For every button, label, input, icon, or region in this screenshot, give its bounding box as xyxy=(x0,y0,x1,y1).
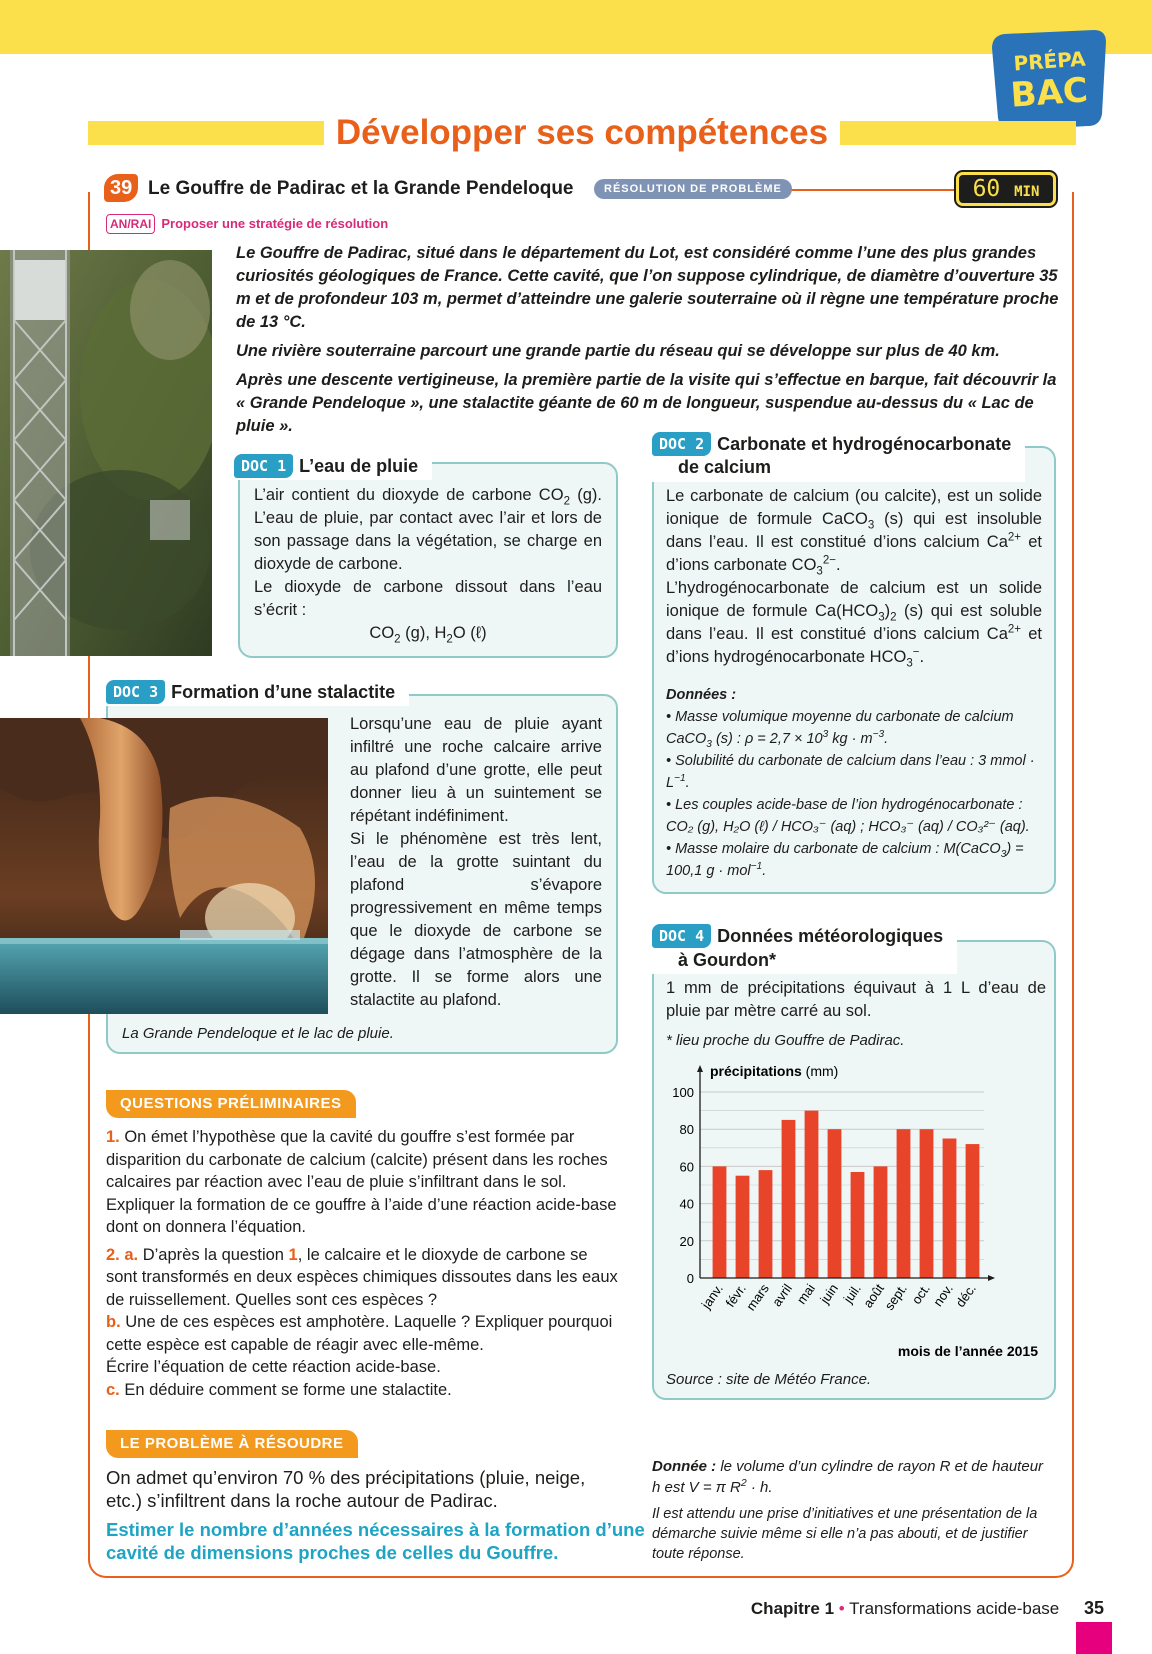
chart-bar xyxy=(851,1172,865,1278)
doc1-text xyxy=(254,484,602,645)
chart-x-axis-label: mois de l’année 2015 xyxy=(897,1343,1038,1359)
corner-mark xyxy=(1076,1622,1112,1654)
problem-statement: On admet qu’environ 70 % des précipitations (pluie, neige, etc.) s’infiltrent dans la roche autour de Padirac. xyxy=(106,1467,586,1511)
doc1-tag: DOC 1 xyxy=(234,454,293,478)
doc3-title: Formation d’une stalactite xyxy=(171,682,396,702)
timer-unit: MIN xyxy=(1014,184,1040,200)
doc3-text xyxy=(350,713,602,1012)
chart-bar xyxy=(713,1166,727,1278)
chart-x-tick-label: févr. xyxy=(722,1281,749,1310)
doc2-data-title: Données : xyxy=(666,687,737,703)
skill-row xyxy=(106,214,388,234)
problem-data: Donnée : le volume d’un cylindre de rayon R et de hauteur h est V = π $R^2 \cdot h$. xyxy=(652,1458,1044,1496)
intro-paragraph-2: Une rivière souterraine parcourt une grande partie du réseau qui se développe sur plus de 40 km. xyxy=(236,342,1000,360)
doc4-text xyxy=(666,977,1046,1023)
doc2-data-1: • Masse volumique moyenne du carbonate de calcium CaCO$_3$ (s) : $\rho = 2,7 \times 10^3$ kg · $m^{-3}$. xyxy=(666,709,1014,750)
doc3-header xyxy=(106,680,409,706)
doc4-tag: DOC 4 xyxy=(652,924,711,948)
doc1-header xyxy=(234,454,432,480)
doc4-title-line-2: à Gourdon* xyxy=(678,950,776,970)
chart-x-tick-label: oct. xyxy=(908,1281,933,1307)
problem-advice: Il est attendu une prise d’initiatives et une présentation de la démarche suivie même si elle n’a pas abouti, et de justifier toute réponse. xyxy=(652,1506,1038,1562)
chart-bar xyxy=(759,1170,773,1278)
doc2-tag: DOC 2 xyxy=(652,432,711,456)
timer-value: 60 xyxy=(972,176,1001,202)
chart-y-axis-label: précipitations (mm) xyxy=(710,1063,839,1079)
intro-text xyxy=(236,242,1066,444)
chart-x-tick-label: mai xyxy=(793,1281,818,1307)
chart-y-tick-label: 40 xyxy=(679,1196,694,1212)
doc4-paragraph-1: 1 mm de précipitations équivaut à 1 L d’eau de pluie par mètre carré au sol. xyxy=(666,979,1046,1020)
doc2-title: Carbonate et hydrogénocarbonate xyxy=(717,434,1012,454)
chart-bar xyxy=(782,1120,796,1278)
chart-bar xyxy=(736,1176,750,1278)
chart-x-tick-label: déc. xyxy=(952,1281,979,1310)
badge-top-text: PRÉPA xyxy=(1012,46,1087,76)
footer-chapter-title: Transformations acide-base xyxy=(849,1599,1060,1618)
chart-y-ticks xyxy=(672,1085,694,1286)
chart-x-tick-label: sept. xyxy=(881,1281,910,1313)
doc2-paragraph-1: Le carbonate de calcium (ou calcite), est un solide ionique de formule CaCO$_3$ (s) qui est insoluble dans l’eau. Il est constitué d’ions calcium $Ca^{2+}$ et d’ions carbonate $CO_3^{2-}$. xyxy=(666,487,1042,578)
chart-bar xyxy=(828,1129,842,1278)
doc3-tag: DOC 3 xyxy=(106,680,165,704)
page-title-row xyxy=(88,112,1076,154)
doc4-source: Source : site de Météo France. xyxy=(666,1371,872,1388)
page-title: Développer ses compétences xyxy=(335,113,829,152)
precipitation-chart xyxy=(664,1062,1048,1364)
doc1-formula: $CO_2$ (g), $H_2O$ (ℓ) xyxy=(369,624,487,646)
doc4-title: Données météorologiques xyxy=(717,926,944,946)
doc3-paragraph-1: Lorsqu’une eau de pluie ayant infiltré une roche calcaire arrive au plafond d’une grotte, elle peut donner lieu à un suintement se répétant indéfiniment. xyxy=(350,715,602,825)
chart-y-tick-label: 80 xyxy=(679,1122,694,1138)
questions-label: QUESTIONS PRÉLIMINAIRES xyxy=(106,1090,356,1118)
chart-bar xyxy=(966,1144,980,1278)
chart-y-tick-label: 20 xyxy=(679,1233,694,1249)
chart-y-axis-arrow xyxy=(697,1065,703,1072)
doc2-data-2: • Solubilité du carbonate de calcium dans l’eau : 3 mmol · $L^{-1}$. xyxy=(666,753,1035,791)
stalactite-photo xyxy=(0,718,328,1014)
skill-badge: AN/RAI xyxy=(106,214,155,234)
chart-x-axis-arrow xyxy=(988,1275,995,1281)
page-footer xyxy=(751,1596,1104,1621)
chart-bars xyxy=(713,1111,980,1278)
chart-x-tick-label: juin xyxy=(817,1281,841,1307)
footer-bullet: • xyxy=(838,1599,845,1618)
title-bar-right xyxy=(840,121,1076,145)
chart-x-tick-label: juil. xyxy=(840,1281,864,1306)
exercise-number: 39 xyxy=(104,174,138,202)
footer-chapter: Chapitre 1 xyxy=(750,1599,835,1618)
badge-bottom-text: BAC xyxy=(1009,70,1090,116)
chart-x-tick-label: août xyxy=(860,1281,887,1311)
doc4-note: * lieu proche du Gouffre de Padirac. xyxy=(666,1032,905,1049)
intro-paragraph-3: Après une descente vertigineuse, la première partie de la visite qui s’effectue en barque, fait découvrir la « Grande Pendeloque », une stalactite géante de 60 m de longueur, suspendue au-dessus du « Lac de pluie ». xyxy=(236,371,1057,435)
intro-paragraph-1: Le Gouffre de Padirac, situé dans le département du Lot, est considéré comme l’une des plus grandes curiosités géologiques de France. Cette cavité, que l’on suppose cylindrique, de diamètre d’ouverture 35 m et de profondeur 103 m, permet d’atteindre une galerie souterraine où il règne une température proche de 13 °C. xyxy=(236,244,1059,331)
chart-x-tick-label: avril xyxy=(768,1281,795,1310)
top-color-band xyxy=(0,0,1152,54)
skill-label: Proposer une stratégie de résolution xyxy=(161,216,389,231)
question-2b: b. Une de ces espèces est amphotère. Laquelle ? Expliquer pourquoi cette espèce est capable de réagir avec elle-même. xyxy=(106,1313,613,1354)
chart-x-tick-label: janv. xyxy=(698,1281,726,1312)
timer-display xyxy=(956,172,1056,206)
question-1: 1. On émet l’hypothèse que la cavité du gouffre s’est formée par disparition du carbonate de calcium (calcite) présent dans les roches calcaires par réaction avec l’eau de pluie s’infiltrant dans le sol. Expliquer la formation de ce gouffre à l’aide d’une réaction acide-base dont on donnera l’équation. xyxy=(106,1128,617,1236)
question-2b-line-2: Écrire l’équation de cette réaction acide-base. xyxy=(106,1358,441,1376)
chart-bar xyxy=(943,1139,957,1279)
chart-x-tick-label: nov. xyxy=(930,1281,956,1310)
title-bar-left xyxy=(88,121,324,145)
question-2c: c. En déduire comment se forme une stalactite. xyxy=(106,1380,452,1399)
doc3-caption: La Grande Pendeloque et le lac de pluie. xyxy=(122,1025,394,1042)
doc2-data xyxy=(666,684,1046,882)
doc3-paragraph-2: Si le phénomène est très lent, l’eau de la grotte suintant du plafond s’évapore progressivement en même temps que le dioxyde de carbone se dégage dans l’atmosphère de la grotte. Il se forme alors une stalactite au plafond. xyxy=(350,830,602,1009)
doc2-paragraph-2: L’hydrogénocarbonate de calcium est un solide ionique de formule $Ca(HCO_3)_2$ (s) qui est soluble dans l’eau. Il est constitué d’ions calcium $Ca^{2+}$ et d’ions hydrogénocarbonate $HCO_3^-$. xyxy=(666,579,1042,670)
chart-x-ticks xyxy=(698,1281,979,1314)
chart-y-tick-label: 0 xyxy=(686,1271,694,1286)
chart-bar xyxy=(805,1111,819,1278)
doc2-data-4: • Masse molaire du carbonate de calcium : M(CaCO$_3$) = 100,1 g · mol$^{-1}$. xyxy=(666,841,1024,879)
exercise-title: Le Gouffre de Padirac et la Grande Pendeloque xyxy=(148,178,574,199)
exercise-header xyxy=(104,172,1054,206)
chart-y-tick-label: 60 xyxy=(679,1159,694,1175)
chart-bar xyxy=(874,1166,888,1278)
questions-list xyxy=(106,1126,618,1406)
doc2-data-3: • Les couples acide-base de l’ion hydrogénocarbonate : CO₂ (g), H₂O (ℓ) / HCO₃⁻ (aq) ; HCO₃⁻ (aq) / CO₃²⁻ (aq). xyxy=(666,797,1030,835)
exercise-type-tag: RÉSOLUTION DE PROBLÈME xyxy=(594,179,792,199)
doc2-text xyxy=(666,485,1042,669)
question-2a: 2. a. D’après la question 1, le calcaire et le dioxyde de carbone se sont transformés en deux espèces chimiques dissoutes dans les eaux de ruissellement. Quelles sont ces espèces ? xyxy=(106,1245,618,1309)
chart-bar xyxy=(897,1129,911,1278)
problem-label: LE PROBLÈME À RÉSOUDRE xyxy=(106,1430,358,1458)
chart-y-tick-label: 100 xyxy=(672,1085,694,1100)
precipitation-chart-svg xyxy=(664,1062,1048,1364)
problem-goal: Estimer le nombre d’années nécessaires à la formation d’une cavité de dimensions proches de celles du Gouffre. xyxy=(106,1519,645,1563)
doc1-paragraph-1: L’air contient du dioxyde de carbone $CO_2$ (g). L’eau de pluie, par contact avec l’air et lors de son passage dans la végétation, se charge en dioxyde de carbone. xyxy=(254,486,602,573)
doc1-title: L’eau de pluie xyxy=(299,456,419,476)
chart-bar xyxy=(920,1129,934,1278)
chart-x-tick-label: mars xyxy=(743,1281,772,1314)
doc2-title-line-2: de calcium xyxy=(678,457,772,477)
page-number: 35 xyxy=(1083,1598,1104,1618)
doc1-paragraph-2: Le dioxyde de carbone dissout dans l’eau s’écrit : xyxy=(254,578,602,619)
gouffre-photo xyxy=(0,250,212,656)
